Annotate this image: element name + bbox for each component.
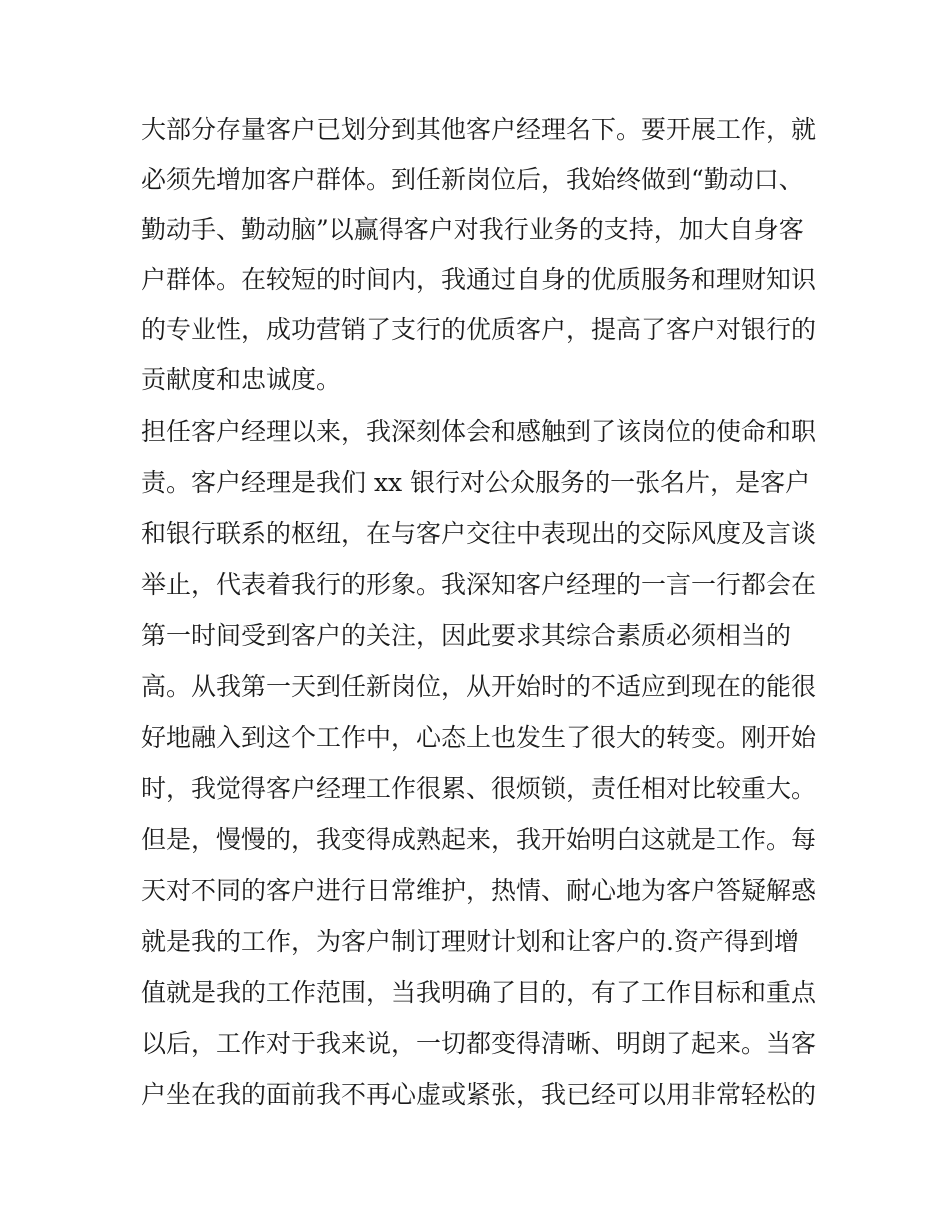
text-line-20: 户坐在我的面前我不再心虚或紧张，我已经可以用非常轻松的	[141, 1080, 817, 1109]
text-line-16: 天对不同的客户进行日常维护，热情、耐心地为客户答疑解惑	[141, 876, 817, 905]
text-line-6: 贡献度和忠诚度。	[141, 365, 342, 394]
text-line-7: 担任客户经理以来，我深刻体会和感触到了该岗位的使命和职	[141, 417, 817, 446]
text-line-17: 就是我的工作，为客户制订理财计划和让客户的.资产得到增	[141, 927, 799, 956]
text-line-3: 勤动手、勤动脑”以赢得客户对我行业务的支持，加大自身客	[141, 215, 804, 244]
text-line-14: 时，我觉得客户经理工作很累、很烦锁，责任相对比较重大。	[141, 774, 817, 803]
text-line-1: 大部分存量客户已划分到其他客户经理名下。要开展工作，就	[141, 115, 817, 144]
text-line-9: 和银行联系的枢纽，在与客户交往中表现出的交际风度及言谈	[141, 519, 817, 548]
text-line-11: 第一时间受到客户的关注，因此要求其综合素质必须相当的	[141, 621, 792, 650]
text-line-13: 好地融入到这个工作中，心态上也发生了很大的转变。刚开始	[141, 723, 817, 752]
text-line-10: 举止，代表着我行的形象。我深知客户经理的一言一行都会在	[141, 570, 817, 599]
text-line-2: 必须先增加客户群体。到任新岗位后，我始终做到“勤动口、	[141, 165, 804, 194]
text-line-5: 的专业性，成功营销了支行的优质客户，提高了客户对银行的	[141, 315, 817, 344]
text-line-19: 以后，工作对于我来说，一切都变得清晰、明朗了起来。当客	[141, 1029, 817, 1058]
text-line-12: 高。从我第一天到任新岗位，从开始时的不适应到现在的能很	[141, 672, 817, 701]
text-line-4: 户群体。在较短的时间内，我通过自身的优质服务和理财知识	[141, 265, 817, 294]
text-line-18: 值就是我的工作范围，当我明确了目的，有了工作目标和重点	[141, 978, 817, 1007]
text-line-15: 但是，慢慢的，我变得成熟起来，我开始明白这就是工作。每	[141, 825, 817, 854]
text-line-8: 责。客户经理是我们 xx 银行对公众服务的一张名片，是客户	[141, 468, 811, 497]
